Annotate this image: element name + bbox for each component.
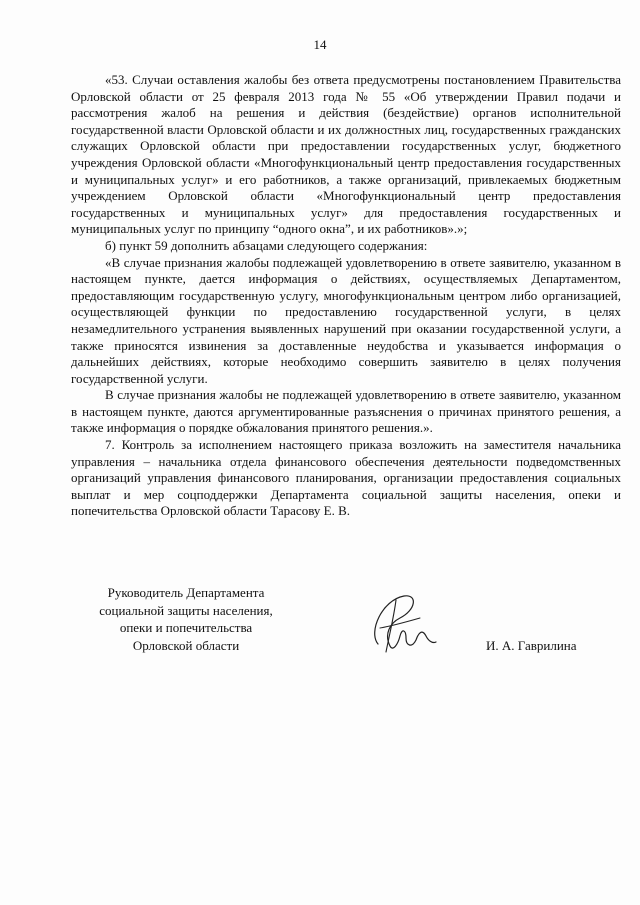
paragraph-complaint-satisfied: «В случае признания жалобы подлежащей удовлетворению в ответе заявителю, указанном в настоящем пункте, дается информация о действиях, осуществляемых Департаментом, предоставляющим государственную услугу, многофункциональным центром либо организацией, осуществляющей функции по предоставлению государственной услуги, в целях незамедлительного устранения выявленных нарушений при оказании государственной услуги, а также приносятся извинения за доставленные неудобства и указывается информация о дальнейших действиях, которые необходимо совершить заявителю в целях получения государственной услуги. <box>71 254 621 386</box>
page-number: 14 <box>313 37 327 52</box>
signatory-title-line: социальной защиты населения, <box>99 602 273 618</box>
paragraph-complaint-rejected: В случае признания жалобы не подлежащей удовлетворению в ответе заявителю, указанном в настоящем пункте, даются аргументированные разъяснения о причинах принятого решения, а также информация о порядке обжалования принятого решения.». <box>71 387 621 436</box>
signatory-title-line: Орловской области <box>132 637 240 653</box>
document-body <box>71 72 621 520</box>
signature-block <box>0 584 640 664</box>
signatory-name: И. А. Гаврилина <box>486 638 577 653</box>
signatory-title-line: Руководитель Департамента <box>107 585 265 600</box>
paragraph-item-b: б) пункт 59 дополнить абзацами следующего содержания: <box>105 237 428 253</box>
signatory-title <box>80 584 292 654</box>
signatory-title-line: опеки и попечительства <box>119 620 253 635</box>
paragraph-control: 7. Контроль за исполнением настоящего приказа возложить на заместителя начальника управления – начальника отдела финансового обеспечения деятельности подведомственных организаций управления финансового планирования, организации предоставления социальных выплат и мер соцподдержки Департамента социальной защиты населения, опеки и попечительства Орловской области Тарасову Е. В. <box>71 437 621 519</box>
paragraph-53: «53. Случаи оставления жалобы без ответа предусмотрены постановлением Правительства Орловской области от 25 февраля 2013 года № 55 «Об утверждении Правил подачи и рассмотрения жалоб на решения и действия (бездействие) органов исполнительной государственной власти Орловской области и их должностных лиц, государственных гражданских служащих Орловской области при предоставлении государственных услуг, бюджетного учреждения Орловской области «Многофункциональный центр предоставления государственных и муниципальных услуг» и его работников, а также организаций, привлекаемых бюджетным учреждением Орловской области «Многофункциональный центр предоставления государственных и муниципальных услуг» для предоставления государственных и муниципальных услуг по принципу “одного окна”, и их работников».»; <box>71 72 621 237</box>
handwritten-signature <box>360 588 440 658</box>
